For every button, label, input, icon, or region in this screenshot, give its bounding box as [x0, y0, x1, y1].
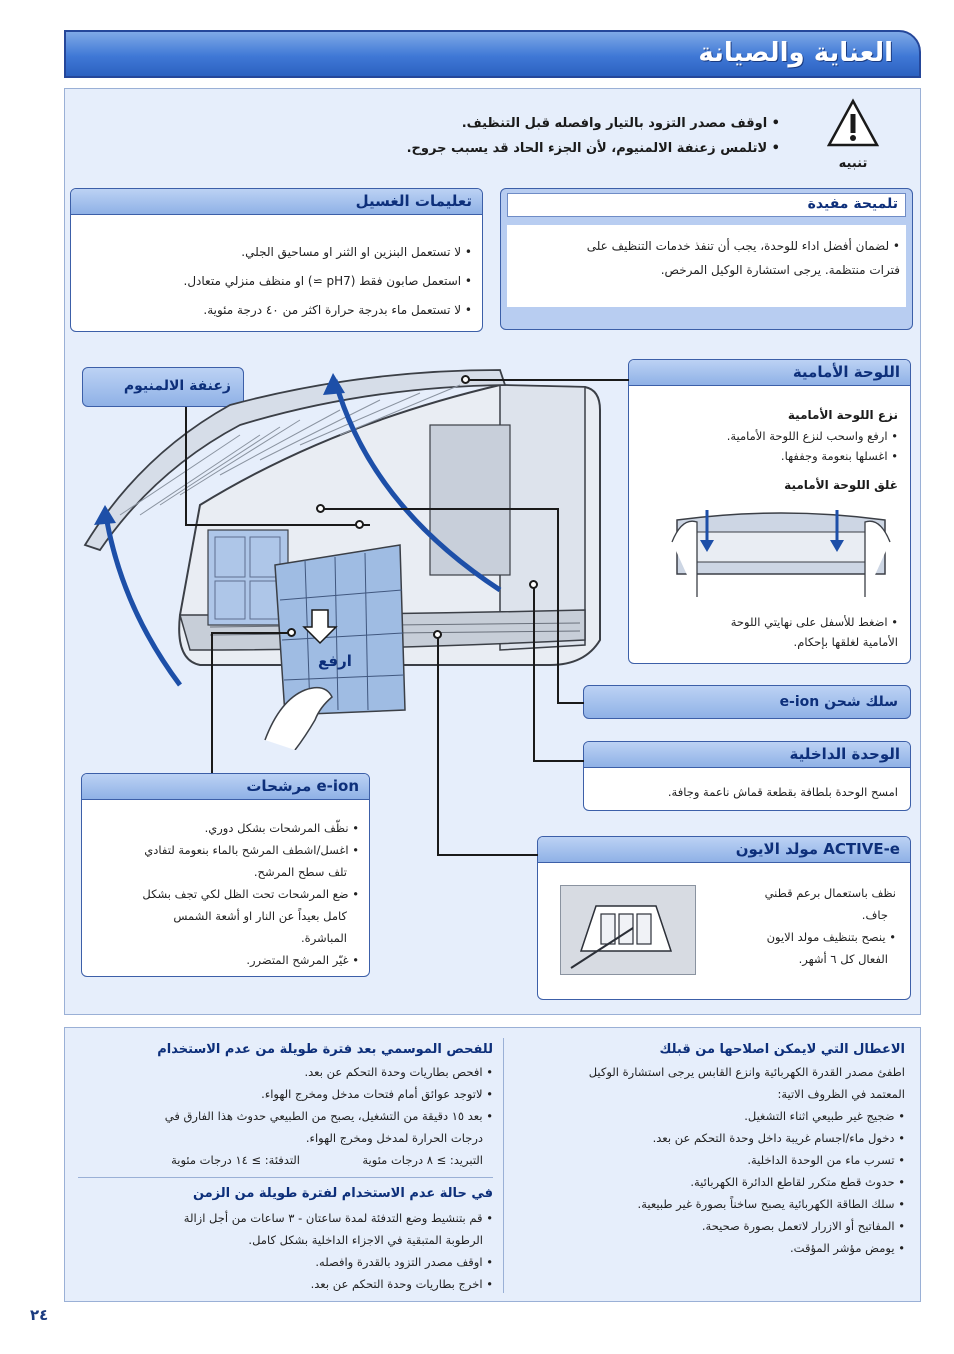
indoor-unit-heading: الوحدة الداخلية [789, 745, 900, 763]
troubles-intro-1: اطفئ مصدر القدرة الكهربائية وانزع القابس يرجى استشارة الوكيل [588, 1065, 905, 1079]
eion-filters-line-4: • ضع المرشحات تحت الظل لكي تجف بشكل [142, 887, 359, 901]
eion-filters-line-2: • اغسل/اشطف المرشح بالماء بنعومة لتفادي [144, 843, 359, 857]
washing-heading: تعليمات الغسيل [355, 192, 472, 210]
caution-icon [827, 97, 879, 149]
eion-filters-line-1: • نظّف المرشحات بشكل دوري. [204, 821, 359, 835]
eion-filters-line-6: المباشرة. [301, 931, 347, 945]
seasonal-heating: التدفئة: ≥ ١٤ درجات مئوية [171, 1153, 300, 1167]
remove-item-1: • ارفع واسحب لنزع اللوحة الأمامية. [726, 429, 898, 443]
troubles-item-1: • ضجيج غير طبيعي اثناء التشغيل. [744, 1109, 905, 1123]
troubles-item-7: • يومض مؤشر المؤقت. [790, 1241, 905, 1255]
long-idle-item-4: • اخرج بطاريات وحدة التحكم عن بعد. [310, 1277, 493, 1291]
long-idle-item-1: • قم بتنشيط وضع التدفئة لمدة ساعتان - ٣ ساعات من أجل ازالة [183, 1211, 493, 1225]
troubles-heading: الاعطال التي لايمكن اصلاحها من قبلك [659, 1042, 905, 1057]
troubles-item-5: • سلك الطاقة الكهربائية يصبح ساخناً بصورة غير طبيعية. [637, 1197, 905, 1211]
connector-front-panel [467, 379, 629, 381]
long-idle-item-2: الرطوبة المتبقية في الاجزاء الداخلية بشكل كامل. [248, 1233, 483, 1247]
troubles-item-2: • دخول ماء/اجسام غريبة داخل وحدة التحكم عن بعد. [652, 1131, 905, 1145]
connector-cable-h1 [320, 508, 558, 510]
seasonal-heading: للفحص الموسمي بعد فترة طويلة من عدم الاستخدام [157, 1042, 493, 1057]
tip-line-1: • لضمان أفضل اداء للوحدة، يجب أن تنفذ خدمات التنظيف على [586, 239, 900, 253]
seasonal-item-2: • لاتوجد عوائق أمام فتحات مدخل ومخرج الهواء. [261, 1087, 493, 1101]
page-title: العناية والصيانة [698, 38, 893, 68]
connector-cable-h2 [557, 702, 584, 704]
active-e-line-3: • ينصح بتنظيف مولد الايون [766, 930, 896, 944]
eion-filters-box [81, 773, 370, 977]
connector-indoor-h [533, 760, 584, 762]
close-panel-illustration [667, 502, 895, 602]
eion-filters-heading: مرشحات e-ion [246, 777, 359, 795]
indoor-unit-box [583, 741, 911, 811]
page-number: ٢٤ [30, 1306, 49, 1324]
connector-dot-cable [316, 504, 325, 513]
tip-line-2: فترات منتظمة. يرجى استشارة الوكيل المرخص. [660, 263, 900, 277]
washing-box [70, 188, 483, 332]
long-idle-divider [78, 1177, 493, 1178]
eion-cable-box [583, 685, 911, 719]
caution-item-2: • لاتلمس زعنفة الالمنيوم، لأن الجزء الحاد قد يسبب جروح. [406, 141, 780, 156]
connector-indoor-v [533, 585, 535, 761]
lift-label: ارفع [318, 652, 352, 670]
seasonal-item-1: • افحص بطاريات وحدة التحكم عن بعد. [304, 1065, 493, 1079]
washing-header [71, 189, 482, 215]
troubles-item-6: • المفاتيح أو الازرار لاتعمل بصورة صحيحة. [701, 1219, 905, 1233]
connector-ion-h [437, 854, 538, 856]
eion-filters-line-7: • غيّر المرشح المتضرر. [246, 953, 359, 967]
seasonal-item-3: • بعد ١٥ دقيقة من التشغيل، يصبح من الطبيعي حدوث هذا الفارق في [164, 1109, 493, 1123]
connector-fin-h [185, 524, 370, 526]
connector-cable-v [557, 508, 559, 703]
troubles-intro-2: المعتمد في الظروف الاتية: [777, 1087, 905, 1101]
page-title-bar [64, 30, 921, 78]
seasonal-cooling: التبريد: ≥ ٨ درجات مئوية [362, 1153, 483, 1167]
air-conditioner-illustration [80, 365, 620, 750]
active-e-line-1: نظف باستعمال برعم قطني [764, 886, 896, 900]
connector-dot-filter [287, 628, 296, 637]
long-idle-heading: في حالة عدم الاستخدام لفترة طويلة من الزمن [192, 1186, 493, 1201]
eion-filters-header [82, 774, 369, 800]
front-panel-heading: اللوحة الأمامية [792, 363, 900, 381]
active-e-header [538, 837, 910, 863]
connector-fin-v [185, 407, 187, 525]
washing-item-3: • لا تستعمل ماء بدرجة حرارة اكثر من ٤٠ درجة مئوية. [203, 303, 472, 317]
close-title: غلق اللوحة الأمامية [784, 478, 898, 492]
washing-item-1: • لا تستعمل البنزين او الثنر او مساحيق الجلي. [241, 245, 472, 259]
active-e-heading: مولد الايون ACTIVE-e [735, 840, 900, 858]
connector-dot-fin [355, 520, 364, 529]
close-item-1: • اضغط للأسفل على نهايتي اللوحة [730, 615, 898, 629]
seasonal-item-4: درجات الحرارة لمدخل ومخرج الهواء. [305, 1131, 483, 1145]
close-item-2: الأمامية لغلقها بإحكام. [793, 635, 898, 649]
bottom-divider [503, 1038, 504, 1293]
connector-dot-indoor [529, 580, 538, 589]
tip-box [500, 188, 913, 330]
fin-heading: زعنفة الالمنيوم [123, 378, 231, 394]
connector-dot-ion [433, 630, 442, 639]
troubles-item-4: • حدوث قطع متكرر لقاطع الدائرة الكهربائية. [690, 1175, 905, 1189]
ion-generator-illustration [560, 885, 696, 975]
active-e-line-4: الفعال كل ٦ أشهر. [798, 952, 888, 966]
indoor-unit-text: امسح الوحدة بلطافة بقطعة قماش ناعمة وجافة. [667, 785, 898, 799]
remove-item-2: • اغسلها بنعومة وجففها. [780, 449, 898, 463]
eion-cable-heading: سلك شحن e-ion [779, 694, 898, 710]
remove-title: نزع اللوحة الأمامية [787, 408, 898, 422]
front-panel-box [628, 359, 911, 664]
eion-filters-line-5: كامل بعيداً عن النار او أشعة الشمس [173, 909, 347, 923]
troubles-item-3: • تسرب ماء من الوحدة الداخلية. [747, 1153, 905, 1167]
washing-item-2: • استعمل صابون فقط (pH7 ≃) او منظف منزلي متعادل. [183, 274, 472, 288]
connector-filter-h [211, 632, 295, 634]
caution-label: تنبيه [838, 156, 868, 171]
connector-ion-v [437, 635, 439, 855]
front-panel-header [629, 360, 910, 386]
connector-dot-front-panel [461, 375, 470, 384]
tip-heading: تلميحة مفيدة [807, 196, 898, 212]
active-e-line-2: جاف. [861, 908, 888, 922]
long-idle-item-3: • اوقف مصدر التزود بالقدرة وافصله. [315, 1255, 493, 1269]
active-e-box [537, 836, 911, 1000]
caution-item-1: • اوقف مصدر التزود بالتيار وافصله قبل التنظيف. [461, 116, 780, 131]
connector-filter-v [211, 632, 213, 773]
eion-filters-line-3: تلف سطح المرشح. [253, 865, 347, 879]
indoor-unit-header [584, 742, 910, 768]
